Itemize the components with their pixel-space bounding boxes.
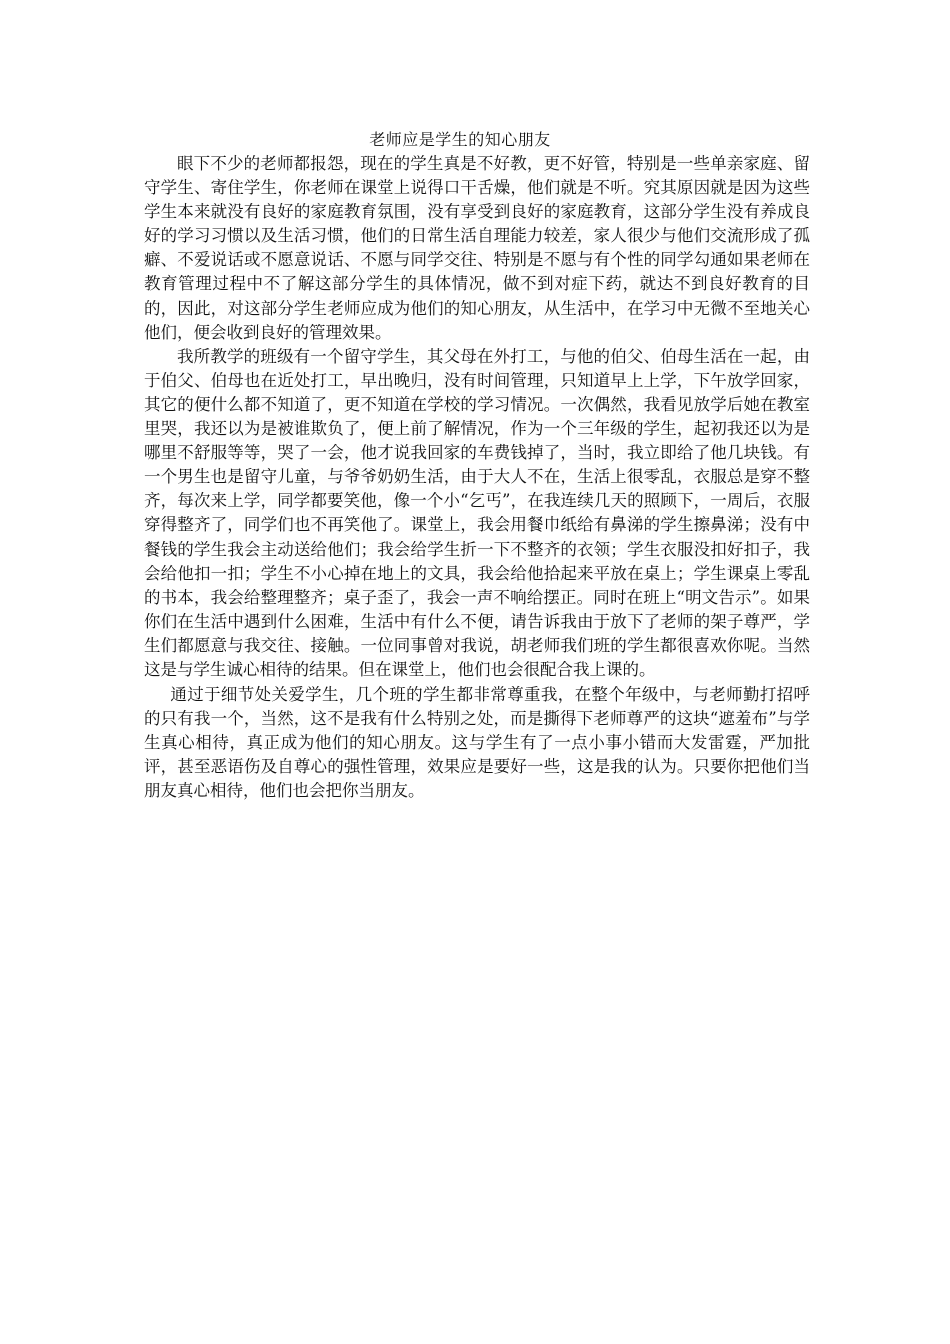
document-body: [144, 152, 810, 804]
document-title: 老师应是学生的知心朋友: [369, 130, 551, 149]
paragraph-2: 我所教学的班级有一个留守学生，其父母在外打工，与他的伯父、伯母生活在一起，由于伯父、伯母也在近处打工，早出晚归，没有时间管理，只知道早上上学，下午放学回家，其它的便什么都不知道了，更不知道在学校的学习情况。一次偶然，我看见放学后她在教室里哭，我还以为是被谁欺负了，便上前了解情况，作为一个三年级的学生，起初我还以为是哪里不舒服等等，哭了一会，他才说我回家的车费钱掉了，当时，我立即给了他几块钱。有一个男生也是留守儿童，与爷爷奶奶生活，由于大人不在，生活上很零乱，衣服总是穿不整齐，每次来上学，同学都要笑他，像一个小“乞丐”，在我连续几天的照顾下，一周后，衣服穿得整齐了，同学们也不再笑他了。课堂上，我会用餐巾纸给有鼻涕的学生擦鼻涕；没有中餐钱的学生我会主动送给他们；我会给学生折一下不整齐的衣领；学生衣服没扣好扣子，我会给他扣一扣；学生不小心掉在地上的文具，我会给他拾起来平放在桌上；学生课桌上零乱的书本，我会给整理整齐；桌子歪了，我会一声不响给摆正。同时在班上“明文告示”。如果你们在生活中遇到什么困难，生活中有什么不便，请告诉我由于放下了老师的架子尊严，学生们都愿意与我交往、接触。一位同事曾对我说，胡老师我们班的学生都很喜欢你呢。当然这是与学生诚心相待的结果。但在课堂上，他们也会很配合我上课的。: [144, 346, 810, 679]
paragraph-1: 眼下不少的老师都报怨，现在的学生真是不好教，更不好管，特别是一些单亲家庭、留守学生、寄住学生，你老师在课堂上说得口干舌燥，他们就是不听。究其原因就是因为这些学生本来就没有良好的家庭教育氛围，没有享受到良好的家庭教育，这部分学生没有养成良好的学习习惯以及生活习惯，他们的日常生活自理能力较差，家人很少与他们交流形成了孤癖、不爱说话或不愿意说话、不愿与同学交往、特别是不愿与有个性的同学勾通如果老师在教育管理过程中不了解这部分学生的具体情况，做不到对症下药，就达不到良好教育的目的，因此，对这部分学生老师应成为他们的知心朋友，从生活中，在学习中无微不至地关心他们，便会收到良好的管理效果。: [144, 154, 810, 342]
paragraph-3: 通过于细节处关爱学生，几个班的学生都非常尊重我，在整个年级中，与老师勤打招呼的只有我一个，当然，这不是我有什么特别之处，而是撕得下老师尊严的这块“遮羞布”与学生真心相待，真正成为他们的知心朋友。这与学生有了一点小事小错而大发雷霆，严加批评，甚至恶语伤及自尊心的强性管理，效果应是要好一些，这是我的认为。只要你把他们当朋友真心相待，他们也会把你当朋友。: [144, 685, 810, 801]
